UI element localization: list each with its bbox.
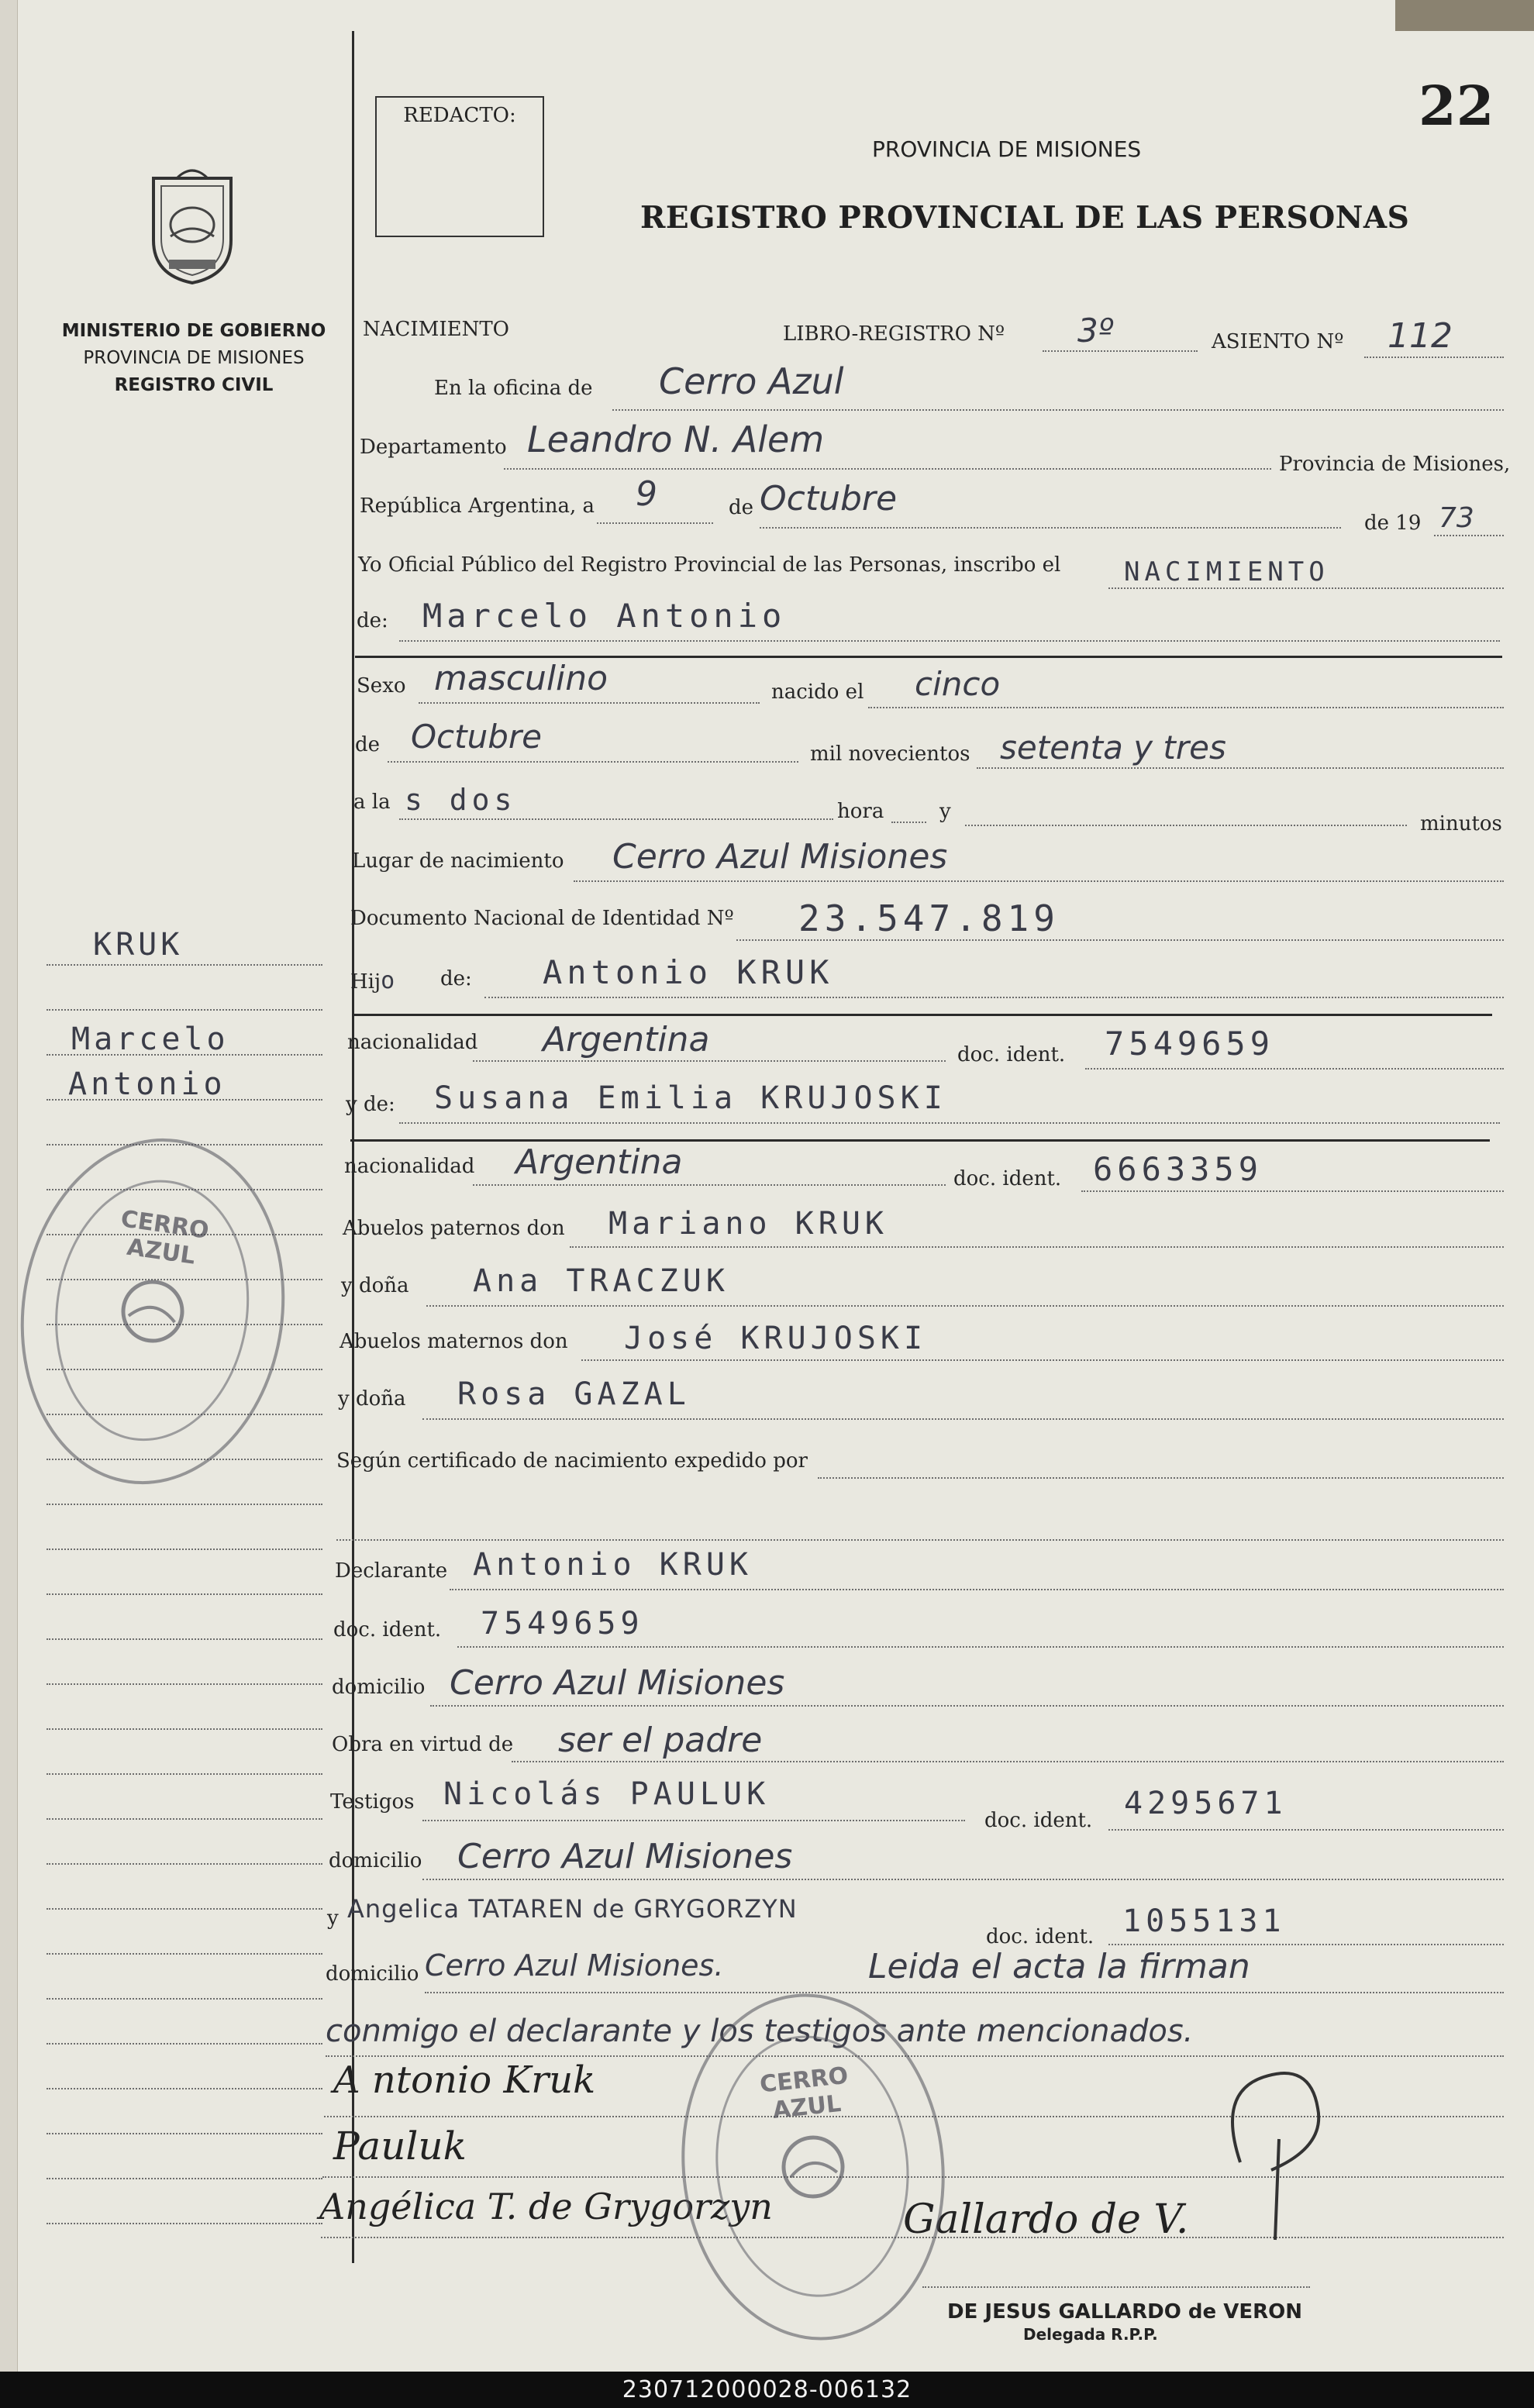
label-abuelos-paternos: Abuelos paternos don bbox=[343, 1217, 565, 1240]
margin-line bbox=[47, 2043, 322, 2045]
testigo1-line bbox=[422, 1820, 965, 1821]
registry-heading: REGISTRO PROVINCIAL DE LAS PERSONAS bbox=[640, 200, 1410, 236]
madre-nac-value: Argentina bbox=[515, 1142, 683, 1182]
margin-line bbox=[47, 964, 322, 966]
madre-doc-value: 6663359 bbox=[1093, 1150, 1263, 1188]
madre-nac-line bbox=[473, 1184, 946, 1186]
margin-line bbox=[47, 1818, 322, 1820]
nombre-value: Marcelo Antonio bbox=[422, 597, 787, 635]
official-title: Delegada R.P.P. bbox=[1023, 2325, 1158, 2344]
label-hora: hora bbox=[837, 800, 884, 823]
closing-line-1: Leida el acta la firman bbox=[868, 1947, 1250, 1986]
abuela-pat-value: Ana TRACZUK bbox=[473, 1263, 729, 1299]
margin-line bbox=[47, 1683, 322, 1685]
label-nacido-el: nacido el bbox=[771, 680, 864, 704]
label-minutos: minutos bbox=[1420, 812, 1502, 835]
declarante-doc-value: 7549659 bbox=[481, 1606, 644, 1642]
label-departamento: Departamento bbox=[360, 436, 507, 459]
abuela-mat-value: Rosa GAZAL bbox=[457, 1376, 691, 1412]
label-libro: LIBRO-REGISTRO Nº bbox=[783, 322, 1005, 346]
signature-testigo1: Pauluk bbox=[333, 2124, 467, 2169]
stamp-text: CERRO AZUL bbox=[119, 1205, 211, 1270]
label-y-testigo2: y bbox=[327, 1907, 339, 1930]
sexo-value: masculino bbox=[434, 659, 608, 698]
testigo2-value: Angelica TATAREN de GRYGORZYN bbox=[347, 1894, 798, 1924]
asiento-line bbox=[1364, 357, 1504, 358]
nacido-line bbox=[868, 707, 1504, 708]
testigo1-dom-line bbox=[422, 1879, 1504, 1880]
nacido-mes-value: Octubre bbox=[411, 718, 543, 756]
margin-rule bbox=[352, 31, 354, 2263]
testigo1-doc-line bbox=[1108, 1829, 1504, 1831]
nombre-line bbox=[399, 640, 1500, 642]
abuelo-mat-value: José KRUJOSKI bbox=[624, 1321, 928, 1356]
label-yo-oficial: Yo Oficial Público del Registro Provincial de las Personas, inscribo el bbox=[358, 553, 1061, 577]
label-declarante: Declarante bbox=[335, 1559, 448, 1583]
margin-line bbox=[47, 2133, 322, 2134]
mes-line bbox=[760, 527, 1341, 529]
label-hijo-de: de: bbox=[440, 967, 472, 990]
label-de-anio: de 19 bbox=[1364, 512, 1422, 535]
madre-rule bbox=[350, 1139, 1490, 1142]
label-nacimiento: NACIMIENTO bbox=[363, 318, 509, 341]
testigo1-doc-value: 4295671 bbox=[1124, 1786, 1288, 1821]
padre-line bbox=[484, 997, 1504, 998]
margin-line bbox=[47, 1863, 322, 1865]
label-oficina: En la oficina de bbox=[434, 377, 593, 400]
oficina-value: Cerro Azul bbox=[659, 360, 844, 402]
label-domicilio-testigo2: domicilio bbox=[326, 1962, 419, 1986]
ministry-block bbox=[47, 318, 341, 399]
signature-flourish-icon bbox=[1209, 2046, 1349, 2248]
label-de-nombre: de: bbox=[357, 609, 388, 632]
margin-line bbox=[47, 2178, 322, 2179]
label-abuelos-maternos: Abuelos maternos don bbox=[340, 1330, 568, 1353]
margin-line bbox=[47, 1504, 322, 1505]
padre-nac-line bbox=[473, 1060, 946, 1062]
testigo2-dom-value: Cerro Azul Misiones. bbox=[425, 1948, 724, 1983]
label-y-dona-mat: y doña bbox=[338, 1387, 406, 1411]
official-name: DE JESUS GALLARDO de VERON bbox=[947, 2300, 1302, 2324]
label-doc-padre: doc. ident. bbox=[957, 1043, 1066, 1066]
dni-value: 23.547.819 bbox=[798, 897, 1060, 939]
label-a-la: a la bbox=[353, 791, 391, 814]
acto-value: NACIMIENTO bbox=[1124, 556, 1329, 587]
stamp-emblem-icon bbox=[109, 1268, 197, 1356]
margin-line bbox=[47, 1728, 322, 1730]
madre-doc-line bbox=[1081, 1190, 1504, 1192]
label-nacionalidad-padre: nacionalidad bbox=[347, 1031, 478, 1054]
oficina-line bbox=[612, 409, 1504, 411]
redacto-label: REDACTO: bbox=[403, 104, 516, 127]
departamento-value: Leandro N. Alem bbox=[527, 419, 825, 460]
padre-rule bbox=[353, 1014, 1492, 1016]
margin-middle-name: Antonio bbox=[68, 1066, 226, 1102]
ministry-province: PROVINCIA DE MISIONES bbox=[83, 348, 305, 368]
asiento-value: 112 bbox=[1387, 316, 1453, 356]
acto-line bbox=[1108, 587, 1504, 589]
abuela-pat-line bbox=[426, 1305, 1504, 1307]
label-hijo-text: Hij bbox=[350, 970, 381, 994]
mes-value: Octubre bbox=[760, 479, 898, 518]
abuelo-pat-line bbox=[570, 1246, 1504, 1248]
signature-declarante: A ntonio Kruk bbox=[333, 2058, 596, 2102]
declarante-doc-line bbox=[457, 1646, 1504, 1648]
testigo2-dom-line bbox=[425, 1992, 1504, 1993]
segun-line-2 bbox=[336, 1539, 1504, 1541]
testigo1-value: Nicolás PAULUK bbox=[443, 1776, 770, 1812]
abuela-mat-line bbox=[422, 1418, 1504, 1420]
label-obra: Obra en virtud de bbox=[332, 1733, 514, 1756]
margin-line bbox=[47, 1638, 322, 1640]
signature-official: Gallardo de V. bbox=[903, 2196, 1189, 2243]
dni-line bbox=[736, 939, 1504, 941]
margin-first-name: Marcelo bbox=[71, 1021, 229, 1057]
label-asiento: ASIENTO Nº bbox=[1212, 330, 1344, 353]
stamp-emblem-icon bbox=[770, 2124, 856, 2210]
nombre-rule bbox=[355, 656, 1502, 658]
declarante-dom-value: Cerro Azul Misiones bbox=[450, 1663, 785, 1703]
province-heading: PROVINCIA DE MISIONES bbox=[872, 136, 1142, 162]
margin-line bbox=[47, 1009, 322, 1011]
declarante-value: Antonio KRUK bbox=[473, 1547, 753, 1583]
testigo1-dom-value: Cerro Azul Misiones bbox=[457, 1837, 793, 1876]
segun-line bbox=[818, 1477, 1504, 1479]
dia-value: 9 bbox=[636, 474, 657, 514]
padre-doc-line bbox=[1085, 1068, 1504, 1070]
label-mil-novecientos: mil novecientos bbox=[810, 742, 970, 766]
label-y-dona-pat: y doña bbox=[341, 1274, 409, 1297]
page-number: 22 bbox=[1419, 74, 1494, 138]
madre-line bbox=[399, 1122, 1500, 1124]
declarante-line bbox=[450, 1589, 1504, 1590]
hora-value: s dos bbox=[405, 783, 517, 817]
margin-line bbox=[47, 2088, 322, 2089]
hora-line-2 bbox=[891, 822, 926, 823]
minutos-line bbox=[965, 825, 1407, 826]
label-republica: República Argentina, a bbox=[360, 494, 595, 518]
obra-value: ser el padre bbox=[558, 1721, 763, 1760]
label-doc-testigo2: doc. ident. bbox=[986, 1925, 1094, 1948]
misiones-coat-of-arms-icon bbox=[146, 163, 239, 287]
margin-line bbox=[47, 1998, 322, 2000]
hora-line bbox=[399, 818, 833, 820]
nacido-mes-line bbox=[388, 761, 798, 763]
label-domicilio-declarante: domicilio bbox=[332, 1676, 426, 1699]
nacido-anio-line bbox=[977, 767, 1504, 769]
sexo-line bbox=[419, 702, 760, 704]
redacto-box bbox=[375, 96, 544, 237]
margin-line bbox=[47, 1908, 322, 1910]
testigo2-doc-line bbox=[1108, 1944, 1504, 1945]
nacido-dia-value: cinco bbox=[915, 665, 1001, 703]
lugar-value: Cerro Azul Misiones bbox=[612, 837, 948, 877]
label-doc-declarante: doc. ident. bbox=[333, 1618, 442, 1642]
label-testigos: Testigos bbox=[330, 1790, 415, 1814]
ministry-registry: REGISTRO CIVIL bbox=[114, 375, 274, 395]
label-de: de bbox=[729, 496, 754, 519]
margin-line bbox=[47, 1548, 322, 1550]
label-sexo: Sexo bbox=[357, 674, 406, 698]
nacido-anio-value: setenta y tres bbox=[1000, 729, 1226, 766]
margin-line bbox=[47, 1773, 322, 1775]
padre-nac-value: Argentina bbox=[543, 1020, 710, 1059]
signature-testigo2: Angélica T. de Grygorzyn bbox=[319, 2186, 773, 2227]
image-id-footer: 230712000028-006132 bbox=[0, 2372, 1534, 2408]
dia-line bbox=[597, 522, 713, 524]
label-y-de: y de: bbox=[346, 1093, 395, 1116]
page-binding-edge bbox=[0, 0, 18, 2372]
libro-line bbox=[1043, 350, 1198, 352]
official-signature-line bbox=[922, 2286, 1310, 2288]
margin-surname: KRUK bbox=[93, 927, 184, 963]
label-dni: Documento Nacional de Identidad Nº bbox=[350, 907, 734, 930]
abuelo-pat-value: Mariano KRUK bbox=[608, 1206, 888, 1242]
label-nacionalidad-madre: nacionalidad bbox=[344, 1155, 475, 1178]
label-provincia: Provincia de Misiones, bbox=[1279, 453, 1511, 476]
label-hijo bbox=[350, 967, 395, 994]
abuelo-mat-line bbox=[581, 1359, 1504, 1361]
anio-value: 73 bbox=[1439, 502, 1474, 534]
label-domicilio-testigo1: domicilio bbox=[329, 1849, 422, 1872]
anio-line bbox=[1434, 535, 1504, 536]
hijo-suffix: o bbox=[381, 967, 395, 994]
margin-line bbox=[47, 1593, 322, 1595]
padre-doc-value: 7549659 bbox=[1105, 1025, 1275, 1063]
obra-line bbox=[512, 1761, 1504, 1762]
testigo2-doc-value: 1055131 bbox=[1122, 1903, 1286, 1939]
departamento-line bbox=[504, 468, 1271, 470]
libro-value: 3º bbox=[1077, 312, 1114, 350]
label-doc-testigo1: doc. ident. bbox=[984, 1809, 1093, 1832]
margin-line bbox=[47, 2223, 322, 2224]
label-de-mes: de bbox=[355, 733, 381, 756]
margin-line bbox=[47, 1953, 322, 1955]
closing-line-2: conmigo el declarante y los testigos ante mencionados. bbox=[326, 2014, 1194, 2049]
label-doc-madre: doc. ident. bbox=[953, 1167, 1062, 1190]
ministry-name: MINISTERIO DE GOBIERNO bbox=[61, 321, 326, 341]
padre-value: Antonio KRUK bbox=[543, 953, 834, 991]
book-cover-edge bbox=[1395, 0, 1534, 31]
lugar-line bbox=[574, 880, 1504, 882]
stamp-text: CERRO AZUL bbox=[758, 2062, 850, 2124]
madre-value: Susana Emilia KRUJOSKI bbox=[434, 1080, 947, 1116]
declarante-dom-line bbox=[430, 1705, 1504, 1707]
label-segun: Según certificado de nacimiento expedido por bbox=[336, 1449, 808, 1473]
label-y: y bbox=[939, 800, 951, 823]
label-lugar: Lugar de nacimiento bbox=[352, 849, 564, 873]
